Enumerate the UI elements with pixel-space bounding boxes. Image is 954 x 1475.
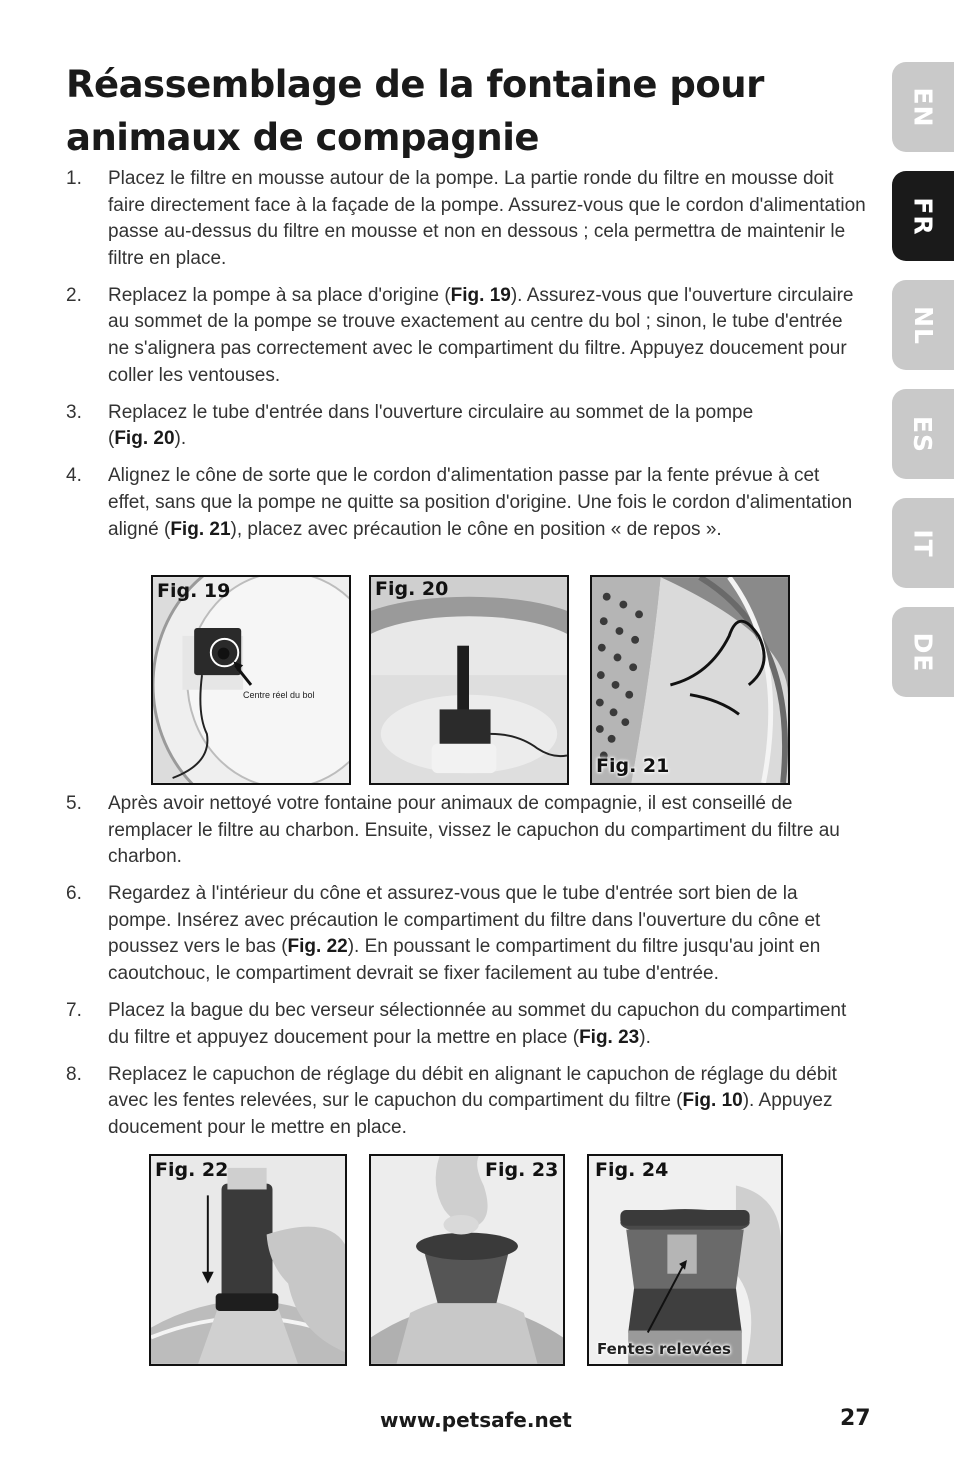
figure-19-photo xyxy=(153,577,349,783)
tab-fr-label: FR xyxy=(908,196,938,236)
step-text: Placez la bague du bec verseur sélectionnée au sommet du capuchon du compartiment du filtre et appuyez doucement pour la mettre en place ( xyxy=(108,1000,847,1048)
step-text: ). En poussant le compartiment du filtre jusqu'au joint en caoutchouc, le compartiment devrait se fixer facilement au tube d'entrée. xyxy=(108,936,821,985)
figure-20-label: Fig. 20 xyxy=(375,578,449,600)
step-3 xyxy=(66,400,866,453)
step-number: 8. xyxy=(66,1063,82,1085)
step-4 xyxy=(66,463,866,543)
step-text: Replacez le capuchon de réglage du débit en alignant le capuchon de réglage du débit avec les fentes relevées, sur le capuchon du compartiment du filtre ( xyxy=(108,1063,837,1112)
tab-nl-label: NL xyxy=(908,305,938,345)
figure-24 xyxy=(587,1154,783,1366)
tab-de[interactable] xyxy=(892,607,954,697)
tab-it-label: IT xyxy=(908,528,938,558)
step-text: ), placez avec précaution le cône en position « de repos ». xyxy=(230,518,722,540)
steps-list-bottom xyxy=(66,791,866,1152)
step-text: Alignez le cône de sorte que le cordon d'alimentation passe par la fente prévue à cet effet, sans que la pompe ne quitte sa position d'origine. Une fois le cordon d'alimentation aligné ( xyxy=(108,465,853,540)
tab-de-label: DE xyxy=(908,632,938,672)
step-2 xyxy=(66,283,866,389)
figure-22-photo xyxy=(151,1156,345,1364)
figure-24-caption: Fentes relevées xyxy=(597,1340,731,1358)
figure-reference: Fig. 22 xyxy=(287,936,348,958)
step-text: Regardez à l'intérieur du cône et assurez-vous que le tube d'entrée sort bien de la pompe. Insérez avec précaution le compartiment du filtre dans l'ouverture du cône et poussez vers le bas ( xyxy=(108,883,821,958)
figure-22-label: Fig. 22 xyxy=(155,1159,229,1181)
figure-reference: Fig. 20 xyxy=(114,428,175,450)
step-number: 5. xyxy=(66,793,82,814)
footer-url[interactable]: www.petsafe.net xyxy=(380,1408,572,1432)
step-text: ). Appuyez doucement pour le mettre en place. xyxy=(108,1090,833,1139)
figure-24-label: Fig. 24 xyxy=(595,1159,669,1181)
step-8 xyxy=(66,1062,866,1142)
figure-reference: Fig. 19 xyxy=(450,284,511,306)
figure-21-photo xyxy=(592,577,788,783)
figure-reference: Fig. 10 xyxy=(682,1090,743,1112)
step-7 xyxy=(66,998,866,1051)
step-text: Placez le filtre en mousse autour de la pompe. La partie ronde du filtre en mousse doit faire directement face à la façade de la pompe. Assurez-vous que le cordon d'alimentation passe au-dessus du filtre en mousse et non en dessous ; cela permettra de maintenir le filtre en place. xyxy=(108,168,866,269)
figure-21 xyxy=(590,575,790,785)
figure-22 xyxy=(149,1154,347,1366)
figure-19-label: Fig. 19 xyxy=(157,580,231,602)
step-number: 1. xyxy=(66,168,82,189)
figure-23-label: Fig. 23 xyxy=(485,1159,559,1181)
figure-19-caption: Centre réel du bol xyxy=(243,690,315,700)
step-text: ). Assurez-vous que l'ouverture circulaire au sommet de la pompe se trouve exactement au centre du bol ; sinon, le tube d'entrée ne s'alignera pas correctement avec le compartiment du filtre. Appuyez doucement pour coller les ventouses. xyxy=(108,284,854,386)
figure-19 xyxy=(151,575,351,785)
figure-24-photo xyxy=(589,1156,781,1364)
step-6 xyxy=(66,881,866,987)
tab-en[interactable] xyxy=(892,62,954,152)
step-number: 6. xyxy=(66,883,82,905)
step-text: Replacez le tube d'entrée dans l'ouverture circulaire au sommet de la pompe ( xyxy=(108,401,754,450)
tab-nl[interactable] xyxy=(892,280,954,370)
step-number: 3. xyxy=(66,401,82,423)
step-text: ). xyxy=(639,1026,651,1048)
step-5 xyxy=(66,791,866,871)
step-text: ). xyxy=(174,428,187,450)
tab-es[interactable] xyxy=(892,389,954,479)
figure-reference: Fig. 23 xyxy=(579,1026,640,1048)
step-text: Replacez la pompe à sa place d'origine ( xyxy=(108,284,451,306)
tab-en-label: EN xyxy=(908,86,938,128)
tab-es-label: ES xyxy=(908,415,938,453)
tab-fr[interactable] xyxy=(892,171,954,261)
step-text: Après avoir nettoyé votre fontaine pour animaux de compagnie, il est conseillé de remplacer le filtre au charbon. Ensuite, vissez le capuchon du compartiment du filtre au charbon. xyxy=(108,793,840,868)
steps-list-top xyxy=(66,166,866,554)
figure-reference: Fig. 21 xyxy=(170,518,231,540)
step-number: 2. xyxy=(66,284,82,306)
figure-23-photo xyxy=(371,1156,563,1364)
step-number: 7. xyxy=(66,1000,82,1022)
figure-21-label: Fig. 21 xyxy=(596,755,670,777)
page-number: 27 xyxy=(840,1406,871,1431)
step-1 xyxy=(66,166,866,272)
page-title: Réassemblage de la fontaine pour animaux de compagnie xyxy=(66,63,764,159)
figure-20-photo xyxy=(371,577,567,783)
figure-23 xyxy=(369,1154,565,1366)
step-number: 4. xyxy=(66,465,82,487)
figure-20 xyxy=(369,575,569,785)
tab-it[interactable] xyxy=(892,498,954,588)
